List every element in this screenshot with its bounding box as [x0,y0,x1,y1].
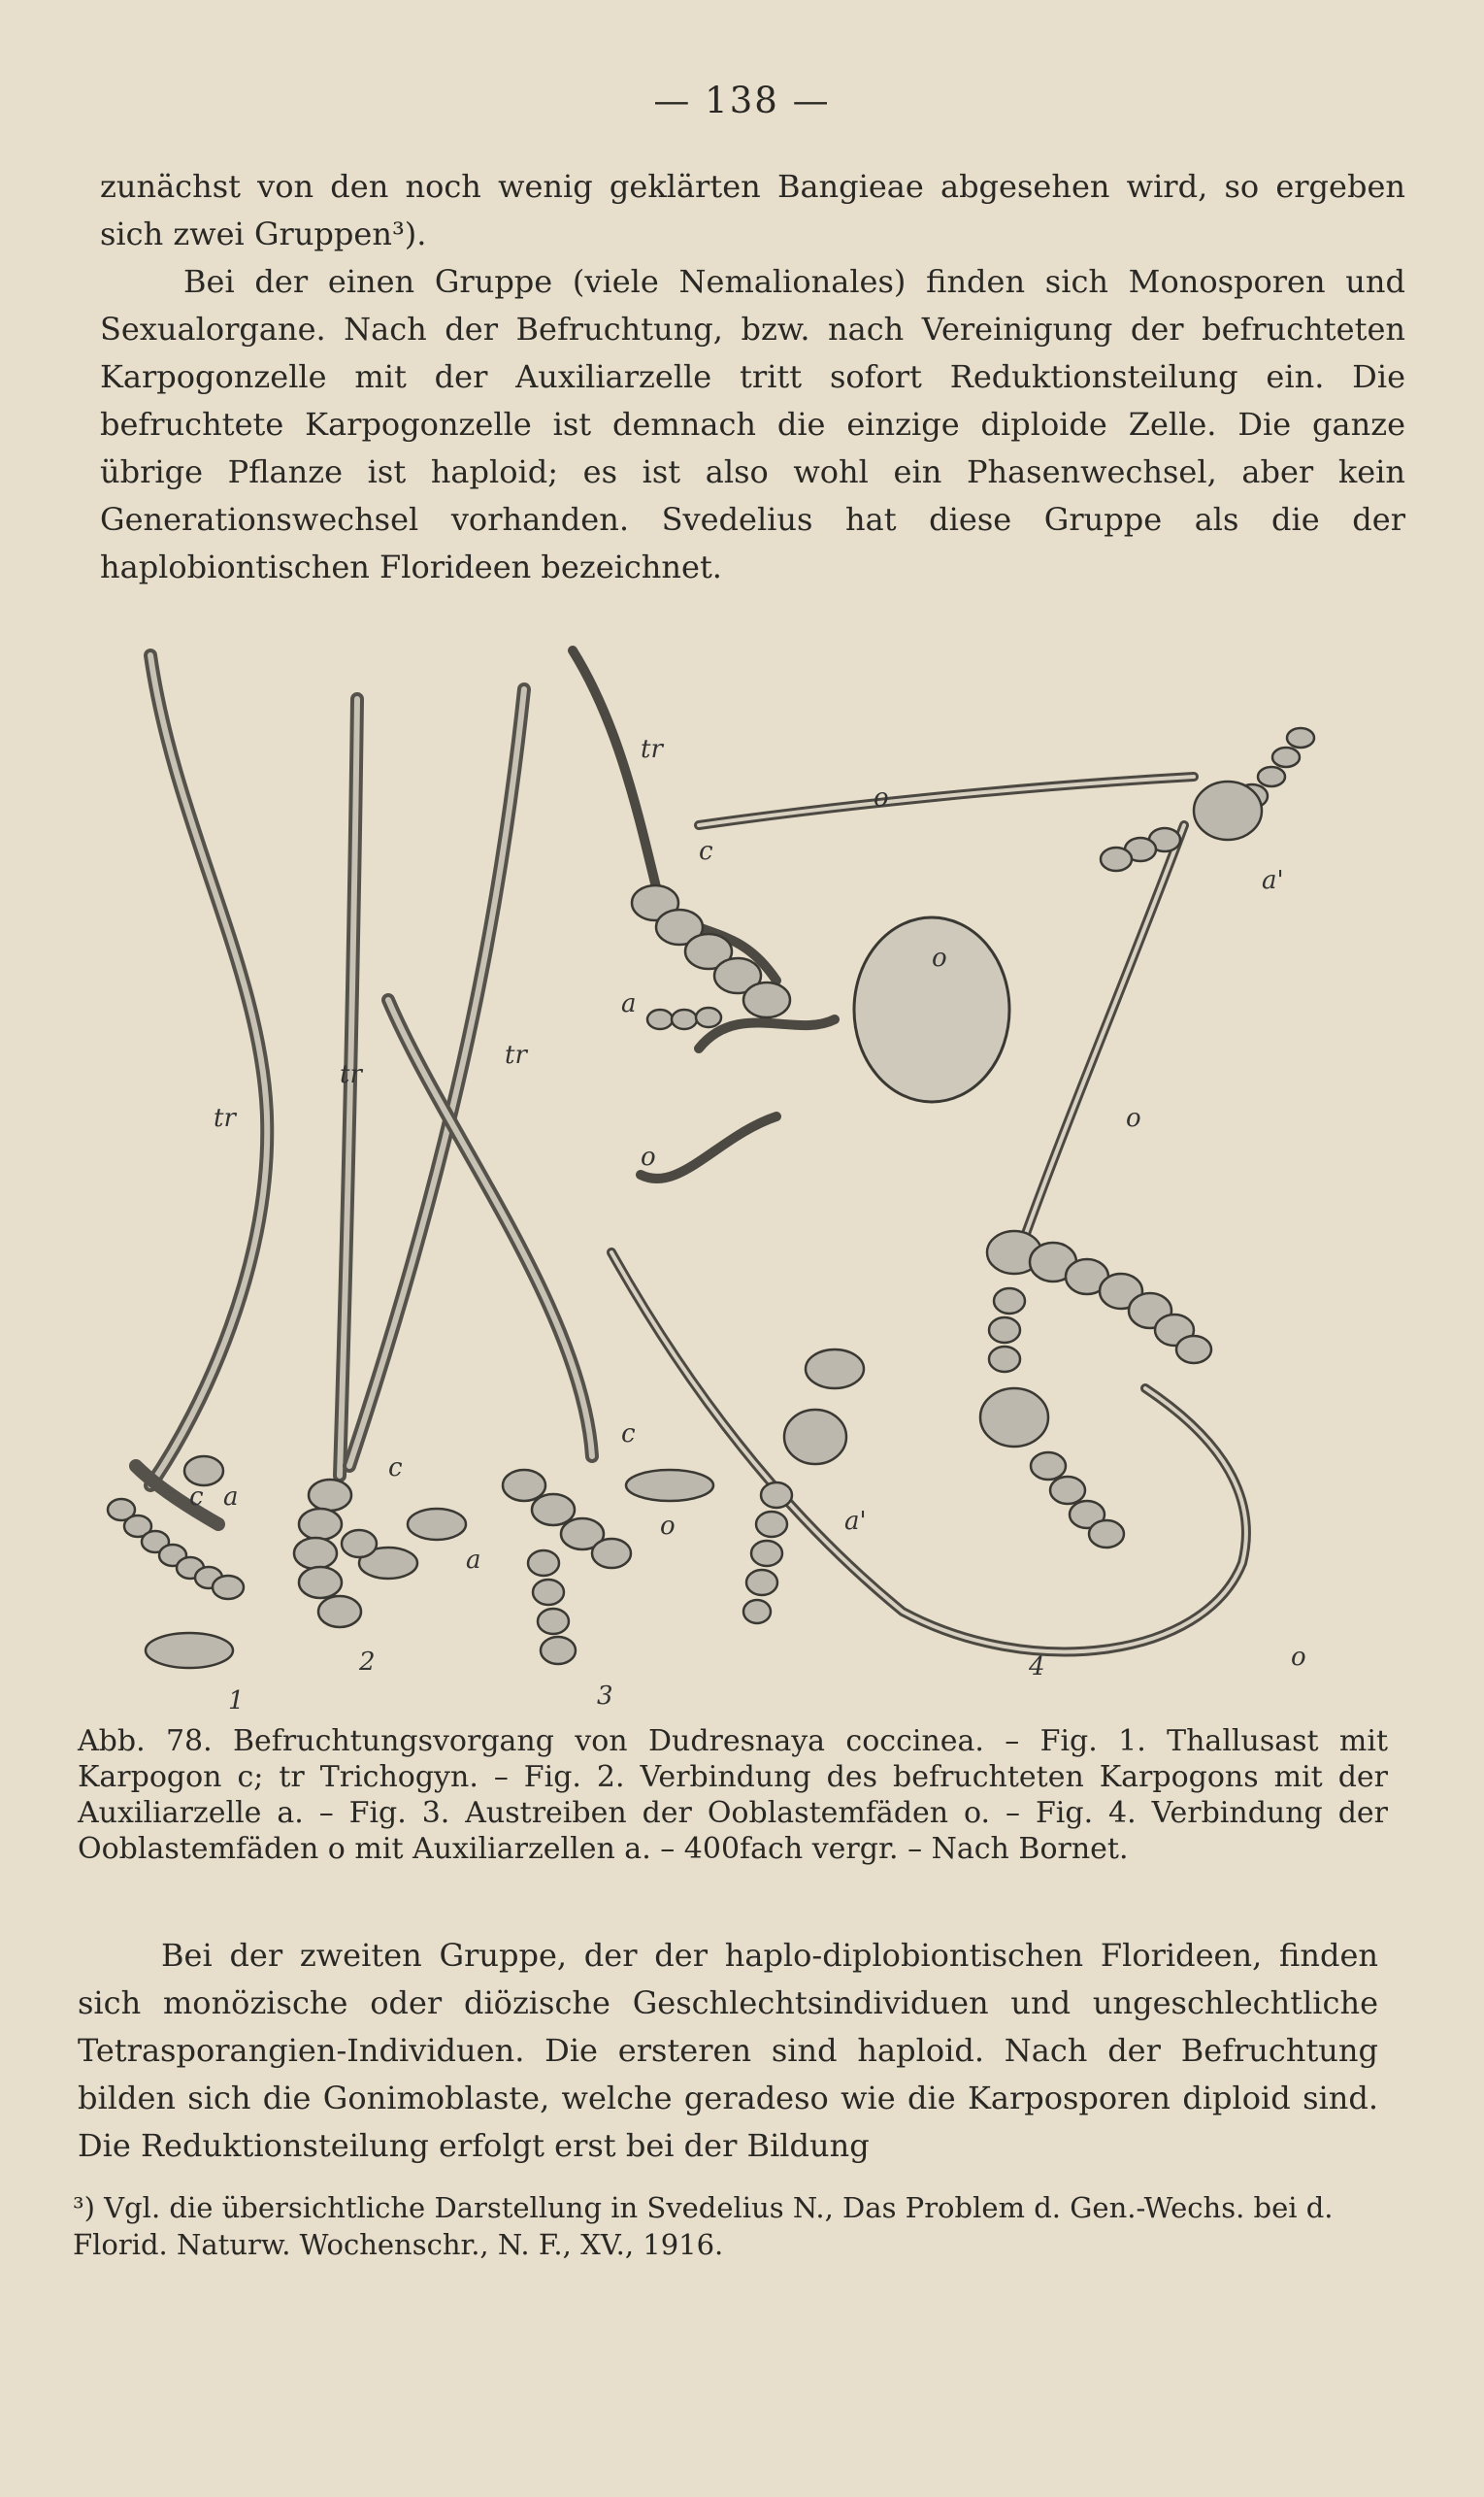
footnote-text: ³) Vgl. die übersichtliche Darstellung in Svedelius N., Das Problem d. Gen.-Wechs. bei d. Florid. Naturw. Wochenschr., N. F., XV., 1916. [73,2191,1334,2261]
label-a-prime-bottom: a' [844,1507,867,1536]
fig2-cell-cluster [294,1480,466,1627]
label-o-fig4-mid: o [932,944,947,973]
label-tr-fig4: tr [641,735,663,764]
fig4-cell-chains [632,728,1314,1623]
fig3-cell-cluster [503,1470,713,1664]
label-fig-2: 2 [359,1648,376,1677]
paragraph-2: Bei der einen Gruppe (viele Nemalionales) finden sich Monosporen und Sexualorgane. Nach der Befruchtung, bzw. nach Vereinigung der befruchteten Karpogonzelle mit der Auxiliarzelle tritt sofort Reduktionsteilung ein. Die befruchtete Karpogonzelle ist demnach die einzige diploide Zelle. Die ganze übrige Pflanze ist haploid; es ist also wohl ein Phasenwechsel, aber kein Generationswechsel vorhanden. Svedelius hat diese Gruppe als die der haplobiontischen Florideen bezeichnet. [100,263,1405,585]
label-a-prime-top: a' [1262,866,1284,895]
fig2-drawing [294,689,524,1627]
paragraph-3: Bei der zweiten Gruppe, der der haplo-diplobiontischen Florideen, finden sich monözische oder diözische Geschlechtsindividuen und ungeschlechtliche Tetrasporangien-Individuen. Die ersteren sind haploid. Nach der Befruchtung bilden sich die Gonimoblaste, welche geradeso wie die Karposporen diploid sind. Die Reduktionsteilung erfolgt erst bei der Bildung [78,1937,1378,2164]
fig4-drawing [573,650,1314,1651]
paragraph-1: zunächst von den noch wenig geklärten Bangieae abgesehen wird, so ergeben sich zwei Gruppen³). [100,168,1405,252]
page-number: — 138 — [653,80,831,121]
caption-text: Abb. 78. Befruchtungsvorgang von Dudresnaya coccinea. – Fig. 1. Thallusast mit Karpogon c; tr Trichogyn. – Fig. 2. Verbindung des befruchteten Karpogons mit der Auxiliarzelle a. – Fig. 3. Austreiben der Ooblastemfäden o. – Fig. 4. Verbindung der Ooblastemfäden o mit Auxiliarzellen a. – 400fach vergr. – Nach Bornet. [78,1724,1388,1866]
label-a-fig1: a [223,1482,239,1512]
label-c-fig2: c [388,1453,403,1482]
botanical-illustration [97,631,1398,1709]
label-o-fig4-bottom: o [1291,1643,1306,1672]
label-o-fig4-right: o [1126,1104,1141,1133]
fig1-drawing [108,655,267,1668]
figure-svg [97,631,1398,1709]
figure-caption [78,1723,1388,1867]
upper-text [100,163,1405,591]
label-tr-fig2: tr [505,1041,527,1070]
label-a-fig4: a [621,989,637,1018]
label-o-fig3: o [660,1512,676,1541]
label-c-fig4: c [699,837,713,866]
label-c-fig3: c [621,1419,636,1448]
label-fig-1: 1 [228,1686,245,1709]
label-tr-fig1: tr [214,1104,236,1133]
label-tr-fig3: tr [340,1060,362,1089]
label-a-fig2: a [466,1546,481,1575]
footnote [73,2189,1393,2263]
label-c-fig1: c [189,1482,204,1512]
label-fig-3: 3 [597,1681,613,1709]
label-fig-4: 4 [1029,1652,1045,1681]
label-o-fig4-left: o [641,1143,656,1172]
lower-text [78,1932,1378,2170]
label-o-fig4-top: o [874,783,889,813]
